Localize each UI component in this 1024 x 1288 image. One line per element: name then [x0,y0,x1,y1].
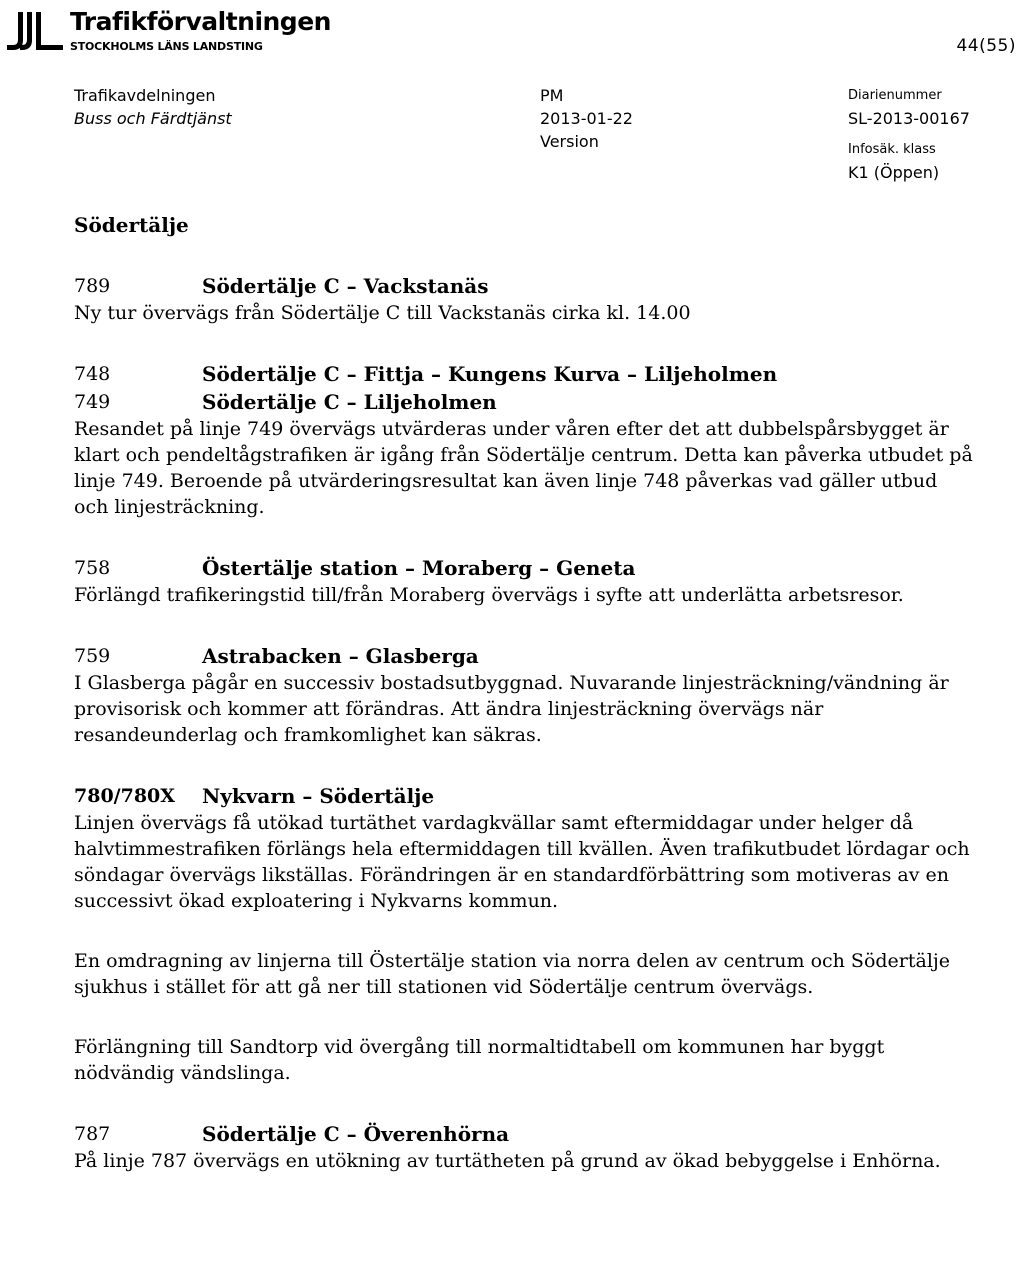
route-line [74,1120,974,1148]
route-title: Södertälje C – Liljeholmen [202,390,497,414]
route-line [74,782,974,810]
route-title: Östertälje station – Moraberg – Geneta [202,556,636,580]
diarie-number: SL-2013-00167 [848,109,970,128]
document-body [74,212,974,1208]
route-line [74,554,974,582]
route-number: 780/780X [74,785,176,807]
unit: Buss och Färdtjänst [74,109,232,128]
version-label: Version [540,132,599,151]
route-description: På linje 787 övervägs en utökning av turtätheten på grund av ökad bebyggelse i Enhörna. [74,1150,941,1172]
meta-department [74,84,232,130]
route-title: Astrabacken – Glasberga [202,644,479,668]
route-line [74,272,974,300]
org-name: Trafikförvaltningen [70,7,331,36]
department: Trafikavdelningen [74,86,216,105]
page-number: 44(55) [956,36,1016,56]
route-line [74,388,974,416]
route-block [74,272,974,326]
route-block [74,782,974,914]
route-line [74,642,974,670]
doc-date: 2013-01-22 [540,109,633,128]
route-description: Ny tur övervägs från Södertälje C till Vackstanäs cirka kl. 14.00 [74,302,691,324]
route-number: 748 [74,363,111,385]
route-number: 759 [74,645,111,667]
meta-document [540,84,633,153]
infosak-value: K1 (Öppen) [848,163,940,182]
route-description: Förlängd trafikeringstid till/från Moraberg övervägs i syfte att underlätta arbetsresor. [74,584,904,606]
meta-registry [848,84,970,184]
route-title: Södertälje C – Vackstanäs [202,274,489,298]
route-block [74,642,974,748]
route-description: I Glasberga pågår en successiv bostadsutbyggnad. Nuvarande linjesträckning/vändning är provisorisk och kommer att förändras. Att ändra linjesträckning övervägs när resandeunderlag och framkomlighet kan säkras. [74,672,949,746]
route-number: 787 [74,1123,111,1145]
doc-type: PM [540,86,564,105]
org-subtitle: STOCKHOLMS LÄNS LANDSTING [70,40,263,53]
route-title: Nykvarn – Södertälje [202,784,435,808]
route-number: 749 [74,391,111,413]
route-block [74,360,974,520]
infosak-label: Infosäk. klass [848,142,936,157]
sll-logo-icon [6,10,64,54]
logo [6,4,331,58]
paragraph: En omdragning av linjerna till Östertälje station via norra delen av centrum och Södertälje sjukhus i stället för att gå ner till stationen vid Södertälje centrum övervägs. [74,950,951,998]
paragraph: Förlängning till Sandtorp vid övergång till normaltidtabell om kommunen har byggt nödvändig vändslinga. [74,1036,885,1084]
route-number: 789 [74,275,111,297]
route-number: 758 [74,557,111,579]
route-block [74,1120,974,1174]
route-title: Södertälje C – Överenhörna [202,1122,510,1146]
route-title: Södertälje C – Fittja – Kungens Kurva – Liljeholmen [202,362,778,386]
route-line [74,360,974,388]
route-description: Resandet på linje 749 övervägs utvärderas under våren efter det att dubbelspårsbygget är klart och pendeltågstrafiken är igång från Södertälje centrum. Detta kan påverka utbudet på linje 749. Beroende på utvärderingsresultat kan även linje 748 påverkas vad gäller utbud och linjesträckning. [74,418,973,518]
diarie-label: Diarienummer [848,88,942,103]
route-block [74,554,974,608]
route-description: Linjen övervägs få utökad turtäthet vardagkvällar samt eftermiddagar under helger då halvtimmestrafiken förlängs hela eftermiddagen till kvällen. Även trafikutbudet lördagar och söndagar övervägs likställas. Förändringen är en standardförbättring som motiveras av en successivt ökad exploatering i Nykvarns kommun. [74,812,970,912]
section-title: Södertälje [74,213,189,237]
